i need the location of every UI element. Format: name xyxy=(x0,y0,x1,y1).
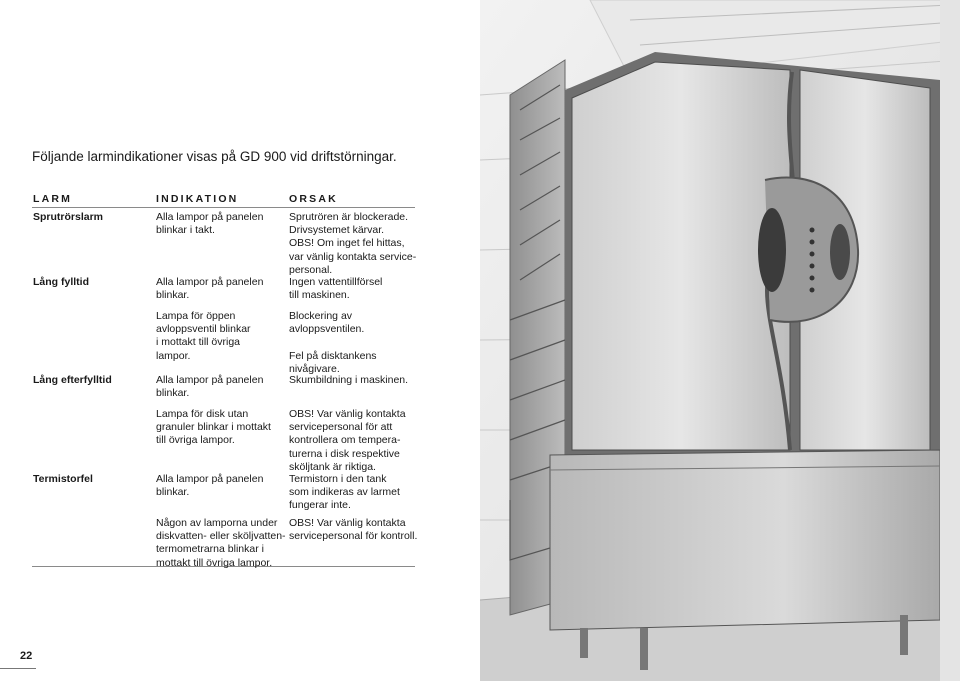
table-top-rule xyxy=(32,207,415,208)
indikation-cell: Alla lampor på panelen blinkar i takt. xyxy=(156,211,264,237)
orsak-cell: Termistorn i den tank som indikeras av larmet fungerar inte. xyxy=(289,473,400,512)
machine-photo xyxy=(480,0,960,681)
page-number: 22 xyxy=(20,650,33,662)
header-indikation: INDIKATION xyxy=(156,193,239,205)
larm-lang-fylltid: Lång fylltid xyxy=(33,276,89,288)
orsak-cell: OBS! Var vänlig kontakta servicepersonal för kontroll. xyxy=(289,517,418,543)
larm-sprutrorslarm: Sprutrörslarm xyxy=(33,211,104,223)
orsak-cell: Ingen vattentillförsel till maskinen. xyxy=(289,276,383,302)
indikation-cell: Någon av lamporna under diskvatten- eller sköljvatten- termometrarna blinkar i mottakt till övriga lampor. xyxy=(156,517,286,569)
header-larm: LARM xyxy=(33,193,73,205)
header-orsak: ORSAK xyxy=(289,193,338,205)
orsak-cell: Sprutrören är blockerade. Drivsystemet kärvar. OBS! Om inget fel hittas, var vänlig kontakta service- personal. xyxy=(289,211,417,276)
dishwasher-machine-illustration xyxy=(480,0,960,681)
orsak-cell: OBS! Var vänlig kontakta servicepersonal för att kontrollera om tempera- turerna i disk respektive sköljtank är riktiga. xyxy=(289,408,406,473)
page-number-rule xyxy=(0,668,36,669)
indikation-cell: Alla lampor på panelen blinkar. xyxy=(156,473,264,499)
indikation-cell: Alla lampor på panelen blinkar. xyxy=(156,374,264,400)
indikation-cell: Lampa för disk utan granuler blinkar i mottakt till övriga lampor. xyxy=(156,408,271,447)
larm-lang-efterfylltid: Lång efterfylltid xyxy=(33,374,112,386)
intro-text: Följande larmindikationer visas på GD 900 vid driftstörningar. xyxy=(32,149,397,164)
indikation-cell: Alla lampor på panelen blinkar. xyxy=(156,276,264,302)
indikation-cell: Lampa för öppen avloppsventil blinkar i mottakt till övriga lampor. xyxy=(156,310,251,362)
larm-termistorfel: Termistorfel xyxy=(33,473,93,485)
orsak-cell: Blockering av avloppsventilen. Fel på disktankens nivågivare. xyxy=(289,310,377,375)
orsak-cell: Skumbildning i maskinen. xyxy=(289,374,409,386)
